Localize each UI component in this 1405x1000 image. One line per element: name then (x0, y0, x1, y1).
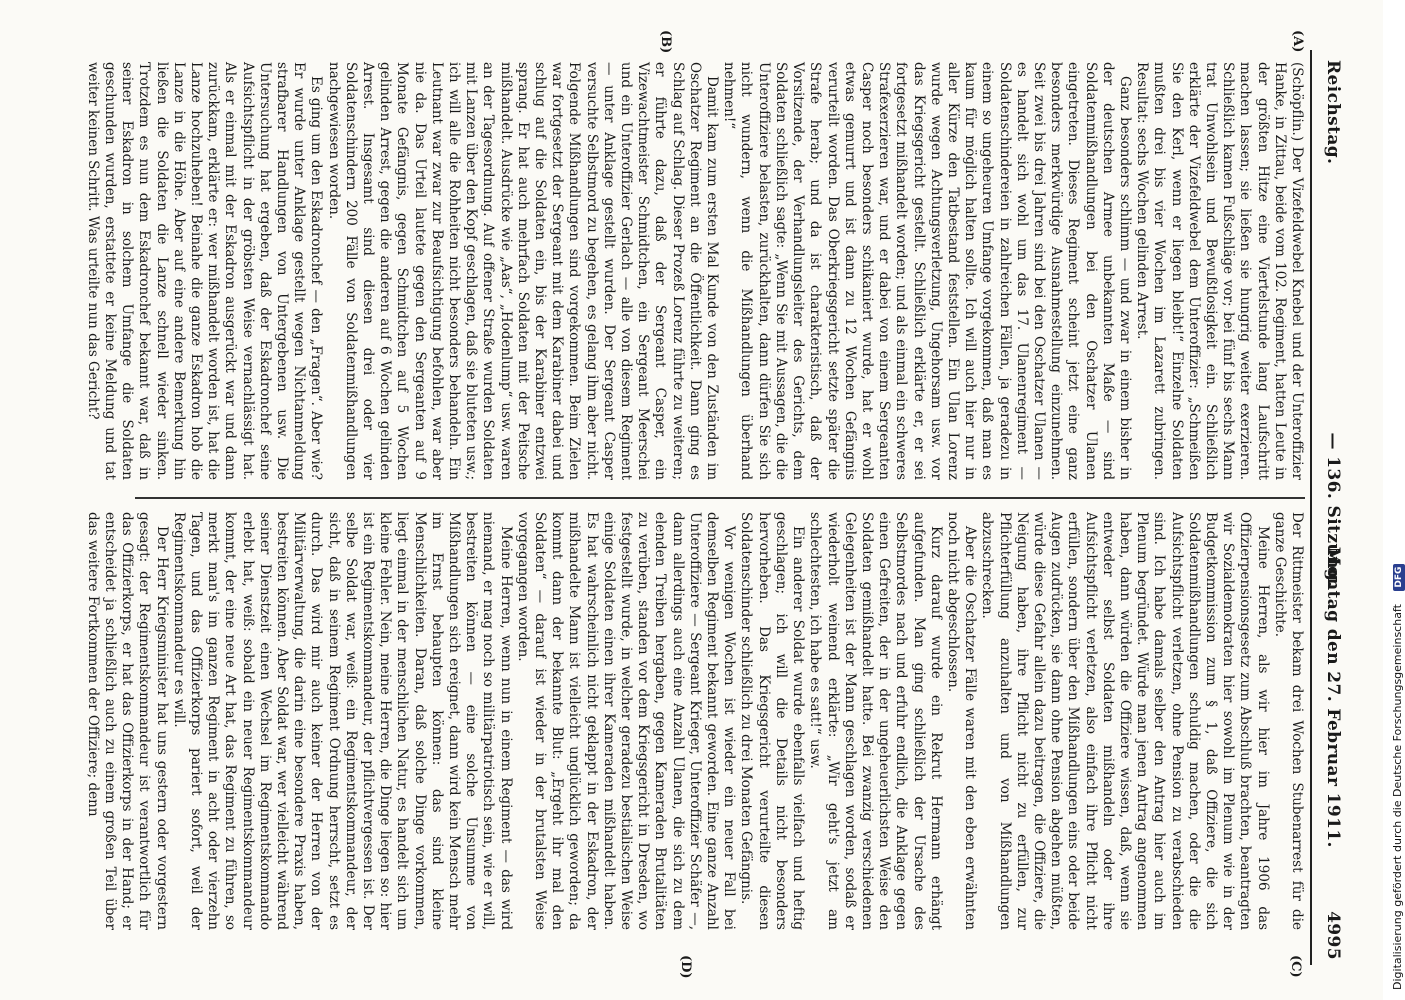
page-number: 4995 (1323, 911, 1343, 960)
paragraph: Kurz darauf wurde ein Rekrut Hermann erhängt aufgefunden. Man ging schließlich der Ursache des Selbstmordes nach und erfuhr endlich, die Anklage gegen einen Gefreiten, der in der ungeheuerlichsten Weise den Soldaten gemißhandelt hatte. Bei zwanzig verschiedenen Gelegenheiten ist der Mann geschlagen worden, sodaß er wiederholt weinend erklärte: „Wir geht's jetzt am schlechtesten, ich habe es satt!“ usw. (807, 512, 944, 930)
paragraph: Meine Herren, wenn nun in einem Regiment — das wird niemand, er mag noch so militärpatriotisch sein, wie er will, bestreiten können — eine solche Unsumme von Mißhandlungen sich ereignet, dann wird kein Mensch mehr im Ernst behaupten können: das sind kleine Menschlichkeiten. Daran, daß solche Dinge vorkommen, liegt einmal in der menschlichen Natur, es handelt sich um kleine Fehler. Nein, meine Herren, die Dinge liegen so: hier ist ein Regimentskommandeur, der pflichtvergessen ist. Der selbe Soldat war, weiß: ein Regimentskommandeur, der sicht, daß in seinem Regiment Ordnung herrscht, setzt es durch. Das wird mir auch keiner der Herren von der Militärverwaltung, die darin eine besondere Praxis haben, bestreiten können. Aber Soldat war, wer vielleicht während seiner Dienstzeit einen Wechsel im Regimentskommando erlebt hat, weiß: sobald ein neuer Regimentskommandeur kommt, der eine neue Art hat, das Regiment zu führen, so merkt man's im ganzen Regiment in acht oder vierzehn Tagen, und das Offizierkorps pariert sofort, weil der Regimentskommandeur es will. (170, 512, 514, 930)
paragraph: Aber die Oschatzer Fälle waren mit den eben erwähnten noch nicht abgeschlossen. (944, 512, 979, 930)
paragraph: Der Herr Kriegsminister hat uns gestern oder vorgestern gesagt: der Regimentskommandeur ist verantwortlich für das Offizierkorps, er hat das Offizierkorps in der Hand; er entscheidet ja schließlich auch zu einem großen Teil über das weitere Fortkommen der Offiziere; denn (84, 512, 170, 930)
paragraph: Der Rittmeister bekam drei Wochen Stubenarrest für die ganze Geschichte. (1271, 512, 1305, 930)
text-column-left (84, 62, 1305, 480)
paragraph: Meine Herren, als wir hier im Jahre 1906 das Offizierpensionsgesetz zum Abschluß brachten, beantragten wir Sozialdemokraten hier sowohl im Plenum wie in der Budgetkommission zum § 1, daß Offiziere, die sich Soldatenmißhandlungen schuldig machen, oder die die Aufsichtspflicht verletzen, ohne Pension zu verabschieden sind. Ich habe damals selber den Antrag hier auch im Plenum begründet. Würde man jenen Antrag angenommen haben, dann würden die Offiziere wissen, daß, wenn sie entweder selbst Soldaten mißhandeln oder ihre Aufsichtspflicht verletzen, also einfach ihre Pflicht nicht erfüllen, sondern über den Mißhandlungen eins oder beide Augen zudrücken, sie dann ohne Pension abgehen müßten, würde diese Gefahr allein dazu beitragen, die Offiziere, die Neigung haben, ihre Pflicht nicht zu erfüllen, zur Pflichterfüllung anzuhalten und von Mißhandlungen abzuschrecken. (979, 512, 1271, 930)
margin-marker-b: (B) (658, 30, 673, 54)
page-header (1315, 60, 1343, 960)
paragraph: Es ging um den Eskadronchef — den „Fragen“. Aber wie? Er wurde unter Anklage gestellt wegen Nichtanmeldung strafbarer Handlungen von Untergebenen usw. Die Untersuchung hat ergeben, daß der Eskadronchef seine Aufsichtspflicht in der gröbsten Weise vernachlässigt hat. Als er einmal mit der Eskadron ausgerückt war und dann zurückkam, erklärte er: wer mißhandelt worden ist, hat die Lanze hochzuheben! Beinahe die ganze Eskadron hob die Lanze in die Höhe. Aber auf eine andere Bemerkung hin ließen die Soldaten die Lanze schnell wieder sinken. Trotzdem es nun dem Eskadronchef bekannt war, daß in seiner Eskadron in solchem Umfange die Soldaten geschunden wurden, erstattete er keine Meldung und tat weiter keinen Schritt. Was urteilte nun das Gericht? (84, 62, 325, 480)
column-divider (135, 497, 1305, 499)
header-chamber: Reichstag. (1323, 60, 1343, 165)
digitization-credit (1383, 0, 1405, 1000)
paragraph: Damit kam zum ersten Mal Kunde von den Zuständen im Oschatzer Regiment an die Öffentlichkeit. Dann ging es Schlag auf Schlag. Dieser Prozeß Lorenz führte zu weiteren; er führte dazu, daß der Sergeant Casper, ein Vizewachtmeister Schmidtchen, ein Sergeant Meerschei und ein Unteroffizier Gerlach — alle von diesem Regiment — unter Anklage gestellt wurden. Der Sergeant Casper versuchte Selbstmord zu begehen, es gelang ihm aber nicht. Folgende Mißhandlungen sind vorgekommen. Beim Zielen war fortgesetzt der Sergeant mit dem Karabiner dabei und schlug auf die Soldaten ein, bis der Karabiner entzwei sprang. Er hat auch mehrfach Soldaten mit der Peitsche mißhandelt. Ausdrücke wie „Aas“, „Hodenlump“ usw. waren an der Tagesordnung. Auf offener Straße wurden Soldaten mit Lanzen über den Kopf geschlagen, daß sie bluteten usw.; ich will alle die Rohheiten nicht besonders behandeln. Ein Leutnant war zwar zur Beaufsichtigung befohlen, war aber nie da. Das Urteil lautete gegen den Sergeanten auf 9 Monate Gefängnis, gegen Schmidtchen auf 5 Wochen gelinden Arrest, gegen die anderen auf 6 Wochen gelinden Arrest. Insgesamt sind diesen drei oder vier Soldatenschindern 200 Fälle von Soldatenmißhandlungen nachgewiesen worden. (325, 62, 721, 480)
margin-marker-c: (C) (1288, 955, 1303, 978)
paragraph: Vor wenigen Wochen ist wieder ein neuer Fall bei demselben Regiment bekannt geworden. Eine ganze Anzahl Unteroffiziere — Sergeant Krieger, Unteroffizier Schäfer —, dann allerdings auch eine Anzahl Ulanen, die sich zu dem elenden Treiben hergaben, gegen Kameraden Brutalitäten zu verüben, standen vor dem Kriegsgericht in Dresden, wo festgestellt wurde, in welcher geradezu bestialischen Weise einige Soldaten einen ihrer Kameraden mißhandelt haben. Es hat wahrscheinlich nicht geklappt in der Eskadron, der mißhandelte Mann ist vielleicht unglücklich geworden; da kommt dann der bekannte Blut: „Ergeht ihr mal den Soldaten“ — darauf ist wieder in der brutalsten Weise vorgegangen worden. (514, 512, 738, 930)
header-session: — 136. Sitzung. (1323, 432, 1343, 588)
paragraph: (Schöpflin.) Der Vizefeldwebel Knebel und der Unteroffizier Hanke, in Zittau, beide vom 102. Regiment, hatten Leute in der größten Hitze eine Viertelstunde lang Laufschritt machen lassen; sie ließen sie hungrig weiter exerzieren. Schließlich kamen Fußschläge vor; bei fünf bis sechs Mann trat Unwohlsein und Bewußtlosigkeit ein. Schließlich erklärte der Vizefeldwebel dem Unteroffizier: „Schmeißen Sie den Kerl, wenn er liegen bleibt!“ Einzelne Soldaten mußten drei bis vier Wochen im Lazarett zubringen. Resultat: sechs Wochen gelinden Arrest. (1134, 62, 1305, 480)
text-column-right (84, 512, 1305, 930)
dfg-logo-icon: DFG (1393, 564, 1405, 591)
paragraph: Ein anderer Soldat wurde ebenfalls vielfach und heftig geschlagen; ich will die Details nicht besonders hervorheben. Das Kriegsgericht verurteilte diesen Soldatenschinder schließlich zu drei Monaten Gefängnis. (738, 512, 807, 930)
margin-marker-a: (A) (1290, 30, 1305, 53)
margin-marker-d: (D) (678, 955, 693, 979)
paragraph: Ganz besonders schlimm — und zwar in einem bisher in der deutschen Armee unbekannten Maße — sind Soldatenmißhandlungen bei den Oschatzer Ulanen eingetreten. Dieses Regiment scheint jetzt eine ganz besonders merkwürdige Ausnahmestellung einzunehmen. Seit zwei bis drei Jahren sind bei den Oschatzer Ulanen — es handelt sich wohl um das 17. Ulanenregiment — Soldatenschindereien in zahlreichen Fällen, ja geradezu in einem so ungeheuren Umfange vorgekommen, daß man es kaum für möglich halten sollte. Ich will auch hier nur in aller Kürze den Tatbestand feststellen. Ein Ulan Lorenz wurde wegen Achtungsverletzung, Ungehorsam usw. vor das Kriegsgericht gestellt. Schließlich erklärte er, er sei fortgesetzt mißhandelt worden; und als einmal ein schweres Strafexerzieren war, und er dabei von einem Sergeanten Casper noch besonders schikaniert wurde, hat er wohl etwas gemurrt und ist dann zu 12 Wochen Gefängnis verurteilt worden. Das Oberkriegsgericht setzte später die Strafe herab; und da ist charakteristisch, daß der Vorsitzende, der Verhandlungsleiter des Gerichts, dem Soldaten schließlich sagte: „Wenn Sie mit Aussagen, die die Unteroffiziere belasten, zurückhalten, dann dürfen Sie sich nicht wundern, wenn die Mißhandlungen überhand nehmen!“ (721, 62, 1133, 480)
credit-label: Digitalisierung gefördert durch die Deutsche Forschungsgemeinschaft (1391, 604, 1404, 990)
header-date: Montag den 27. Februar 1911. (1323, 546, 1343, 848)
header-rule (1310, 50, 1312, 965)
header-date-page (1323, 547, 1343, 960)
credit-text (1391, 564, 1405, 990)
